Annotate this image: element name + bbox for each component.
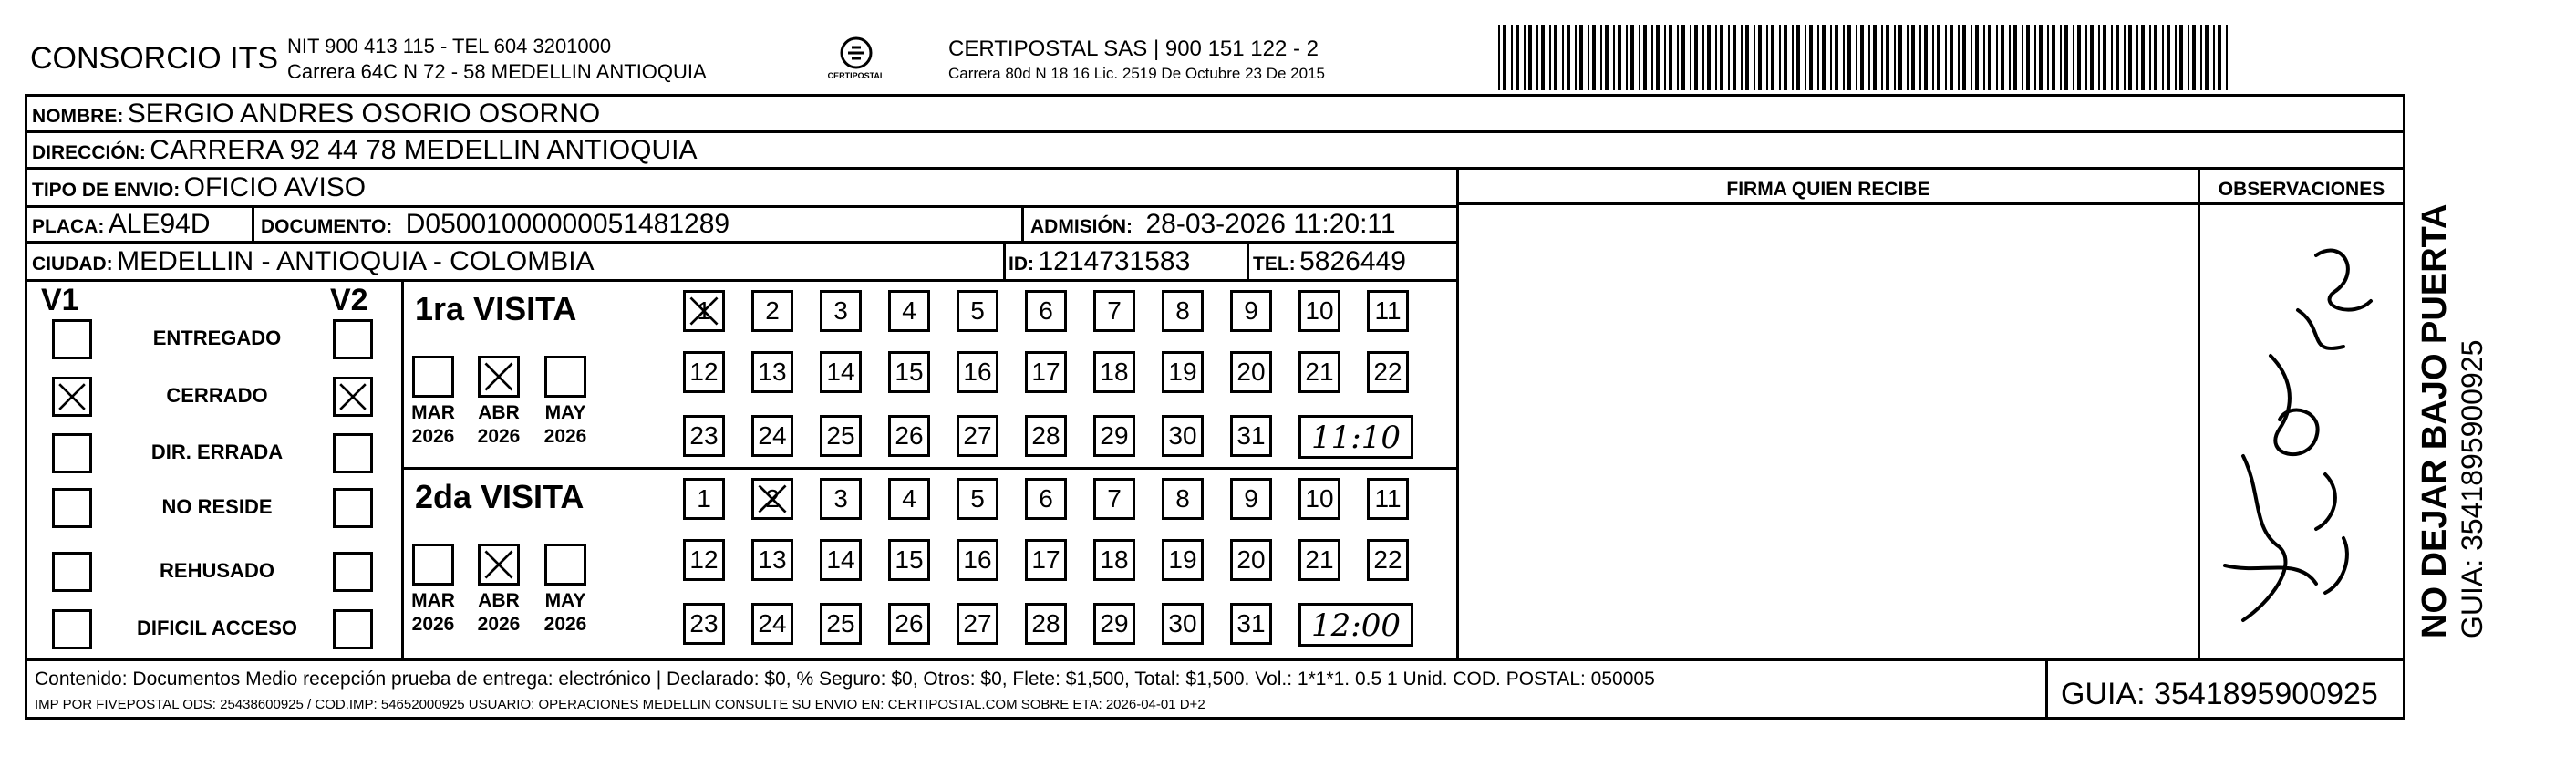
- col-line: [1003, 241, 1006, 281]
- day-checkbox[interactable]: 9: [1230, 478, 1272, 520]
- day-checkbox[interactable]: 26: [888, 603, 930, 645]
- day-checkbox[interactable]: 3: [820, 290, 862, 332]
- direccion-value: CARRERA 92 44 78 MEDELLIN ANTIOQUIA: [150, 135, 698, 165]
- side-no-dejar: NO DEJAR BAJO PUERTA: [2416, 203, 2454, 638]
- reason-label: DIR. ERRADA: [150, 441, 284, 463]
- col-line: [1247, 241, 1249, 281]
- day-checkbox[interactable]: 26: [888, 415, 930, 457]
- day-checkbox[interactable]: 28: [1025, 603, 1067, 645]
- carrier-address: Carrera 80d N 18 16 Lic. 2519 De Octubre 23 De 2015: [948, 65, 1325, 82]
- year-label: 2026: [543, 614, 587, 635]
- day-checkbox[interactable]: 22: [1367, 351, 1409, 393]
- day-checkbox[interactable]: 6: [1025, 478, 1067, 520]
- day-checkbox[interactable]: 25: [820, 603, 862, 645]
- ciudad-value: MEDELLIN - ANTIOQUIA - COLOMBIA: [117, 246, 595, 276]
- day-checkbox[interactable]: 14: [820, 539, 862, 581]
- tel-value: 5826449: [1299, 246, 1406, 276]
- col-line: [1456, 167, 1459, 658]
- day-checkbox[interactable]: 9: [1230, 290, 1272, 332]
- id-label: ID:: [1009, 254, 1034, 275]
- day-checkbox[interactable]: 16: [957, 351, 998, 393]
- logo-text: CERTIPOSTAL: [827, 71, 885, 80]
- tel-row: [1253, 246, 1406, 277]
- documento-value: D05001000000051481289: [405, 209, 730, 239]
- day-checkbox[interactable]: 4: [888, 290, 930, 332]
- day-checkbox[interactable]: 31: [1230, 603, 1272, 645]
- reason-label: NO RESIDE: [161, 495, 273, 518]
- day-checkbox[interactable]: 18: [1093, 539, 1135, 581]
- day-checkbox[interactable]: 28: [1025, 415, 1067, 457]
- v2-checkbox[interactable]: [333, 319, 373, 359]
- day-checkbox[interactable]: 5: [957, 290, 998, 332]
- v2-checkbox[interactable]: [333, 552, 373, 592]
- month-checkbox[interactable]: [412, 544, 454, 586]
- month-checkbox[interactable]: [478, 356, 520, 398]
- footer-guia: GUIA: 3541895900925: [2061, 677, 2378, 711]
- day-checkbox[interactable]: 3: [820, 478, 862, 520]
- id-value: 1214731583: [1038, 246, 1191, 276]
- day-checkbox[interactable]: 10: [1298, 290, 1340, 332]
- day-checkbox[interactable]: 13: [751, 539, 793, 581]
- certipostal-logo: [828, 35, 885, 89]
- day-checkbox[interactable]: 19: [1162, 539, 1204, 581]
- day-checkbox[interactable]: 7: [1093, 290, 1135, 332]
- day-checkbox[interactable]: 15: [888, 351, 930, 393]
- tel-label: TEL:: [1253, 254, 1296, 275]
- company-address: Carrera 64C N 72 - 58 MEDELLIN ANTIOQUIA: [287, 60, 707, 83]
- day-checkbox[interactable]: 30: [1162, 603, 1204, 645]
- row-line: [401, 467, 1456, 470]
- day-checkbox[interactable]: 20: [1230, 351, 1272, 393]
- col-line: [2403, 130, 2405, 720]
- day-checkbox[interactable]: 11: [1367, 478, 1409, 520]
- side-warning: [2415, 91, 2489, 638]
- month-label: ABR: [478, 590, 520, 611]
- month-label: MAR: [411, 590, 455, 611]
- firma-label: FIRMA QUIEN RECIBE: [1726, 179, 1930, 200]
- second-visit-title: 2da VISITA: [415, 478, 585, 515]
- second-time-box: 12:00: [1298, 603, 1413, 647]
- handwritten-observation: [2207, 219, 2398, 648]
- day-checkbox[interactable]: 20: [1230, 539, 1272, 581]
- row-line: [25, 241, 1456, 244]
- day-checkbox[interactable]: 12: [683, 351, 725, 393]
- year-label: 2026: [477, 426, 521, 447]
- ciudad-row: [32, 246, 595, 277]
- v1-checkbox[interactable]: [52, 552, 92, 592]
- month-checkbox[interactable]: [412, 356, 454, 398]
- year-label: 2026: [411, 614, 455, 635]
- day-checkbox[interactable]: 24: [751, 415, 793, 457]
- barcode: [1498, 25, 2228, 90]
- day-checkbox[interactable]: 15: [888, 539, 930, 581]
- admision-row: [1030, 209, 1396, 240]
- day-checkbox[interactable]: 5: [957, 478, 998, 520]
- row-line: [25, 167, 2405, 170]
- day-checkbox[interactable]: 13: [751, 351, 793, 393]
- day-checkbox[interactable]: 22: [1367, 539, 1409, 581]
- month-label: MAY: [544, 402, 586, 423]
- admision-label: ADMISIÓN:: [1030, 216, 1133, 237]
- day-checkbox[interactable]: 29: [1093, 415, 1135, 457]
- day-checkbox[interactable]: 6: [1025, 290, 1067, 332]
- v2-checkbox[interactable]: [333, 609, 373, 649]
- month-checkbox[interactable]: [544, 356, 586, 398]
- v1-checkbox[interactable]: [52, 433, 92, 473]
- reason-label: CERRADO: [166, 384, 268, 407]
- v1-checkbox[interactable]: [52, 488, 92, 528]
- carrier-name: CERTIPOSTAL SAS | 900 151 122 - 2: [948, 36, 1319, 61]
- company-nit: NIT 900 413 115 - TEL 604 3201000: [287, 35, 612, 57]
- documento-label: DOCUMENTO:: [261, 216, 393, 237]
- col-line: [1021, 205, 1024, 243]
- day-checkbox[interactable]: 24: [751, 603, 793, 645]
- day-checkbox[interactable]: 31: [1230, 415, 1272, 457]
- day-checkbox[interactable]: 8: [1162, 290, 1204, 332]
- day-mark: [754, 481, 791, 517]
- v1-checkbox[interactable]: [52, 319, 92, 359]
- day-checkbox[interactable]: 30: [1162, 415, 1204, 457]
- v2-label: V2: [330, 283, 368, 317]
- nombre-row: [32, 99, 600, 130]
- v1-checkbox[interactable]: [52, 609, 92, 649]
- day-checkbox[interactable]: 23: [683, 603, 725, 645]
- v1-checkbox[interactable]: [52, 377, 92, 417]
- first-visit-title: 1ra VISITA: [415, 290, 577, 327]
- year-label: 2026: [477, 614, 521, 635]
- day-checkbox[interactable]: 2: [751, 290, 793, 332]
- tipo-label: TIPO DE ENVIO:: [32, 180, 181, 201]
- id-row: [1009, 246, 1190, 277]
- month-label: MAY: [544, 590, 586, 611]
- tipo-row: [32, 172, 366, 203]
- placa-value: ALE94D: [108, 209, 211, 239]
- tipo-value: OFICIO AVISO: [183, 172, 367, 202]
- day-checkbox[interactable]: 18: [1093, 351, 1135, 393]
- row-line: [25, 658, 2405, 661]
- company-name: CONSORCIO ITS: [30, 41, 279, 76]
- row-line: [1456, 202, 2405, 205]
- day-checkbox[interactable]: 21: [1298, 539, 1340, 581]
- row-line: [25, 205, 1456, 208]
- row-line: [25, 279, 1456, 282]
- day-checkbox[interactable]: 4: [888, 478, 930, 520]
- day-checkbox[interactable]: 10: [1298, 478, 1340, 520]
- v2-checkbox[interactable]: [333, 488, 373, 528]
- year-label: 2026: [543, 426, 587, 447]
- day-checkbox[interactable]: 16: [957, 539, 998, 581]
- side-guia: GUIA: 3541895900925: [2456, 339, 2488, 638]
- day-checkbox[interactable]: 1: [683, 478, 725, 520]
- day-checkbox[interactable]: 1: [683, 290, 725, 332]
- v1-label: V1: [41, 283, 79, 317]
- day-checkbox[interactable]: 11: [1367, 290, 1409, 332]
- signature-area[interactable]: [1462, 208, 2196, 657]
- day-checkbox[interactable]: 7: [1093, 478, 1135, 520]
- month-label: ABR: [478, 402, 520, 423]
- day-checkbox[interactable]: 12: [683, 539, 725, 581]
- day-checkbox[interactable]: 14: [820, 351, 862, 393]
- month-checkbox[interactable]: [544, 544, 586, 586]
- documento-row: [261, 209, 729, 240]
- month-checkbox[interactable]: [478, 544, 520, 586]
- reason-label: ENTREGADO: [152, 327, 282, 349]
- footer-imp: IMP POR FIVEPOSTAL ODS: 25438600925 / COD.IMP: 54652000925 USUARIO: OPERACIONES MEDELLIN CONSULTE SU ENVIO EN: CERTIPOSTAL.COM SOBRE ETA: 2026-04-01 D+2: [35, 697, 1205, 712]
- observaciones-label: OBSERVACIONES: [2218, 179, 2385, 200]
- nombre-value: SERGIO ANDRES OSORIO OSORNO: [127, 99, 601, 129]
- reason-label: DIFICIL ACCESO: [136, 617, 297, 639]
- nombre-label: NOMBRE:: [32, 106, 124, 127]
- year-label: 2026: [411, 426, 455, 447]
- row-line: [25, 130, 2405, 133]
- day-checkbox[interactable]: 29: [1093, 603, 1135, 645]
- day-checkbox[interactable]: 25: [820, 415, 862, 457]
- col-line: [2045, 658, 2048, 720]
- placa-label: PLACA:: [32, 216, 105, 237]
- day-checkbox[interactable]: 19: [1162, 351, 1204, 393]
- admision-value: 28-03-2026 11:20:11: [1145, 209, 1396, 239]
- footer-contenido: Contenido: Documentos Medio recepción prueba de entrega: electrónico | Declarado: $0, % Seguro: $0, Otros: $0, Flete: $1,500, Total: $1,500. Vol.: 1*1*1. 0.5 1 Unid. COD. POSTAL: 050005: [35, 669, 1655, 690]
- month-label: MAR: [411, 402, 455, 423]
- day-checkbox[interactable]: 23: [683, 415, 725, 457]
- direccion-row: [32, 135, 698, 166]
- day-checkbox[interactable]: 21: [1298, 351, 1340, 393]
- col-line: [252, 205, 254, 243]
- v2-checkbox[interactable]: [333, 377, 373, 417]
- day-checkbox[interactable]: 2: [751, 478, 793, 520]
- day-checkbox[interactable]: 27: [957, 415, 998, 457]
- direccion-label: DIRECCIÓN:: [32, 142, 146, 163]
- ciudad-label: CIUDAD:: [32, 254, 113, 275]
- v2-checkbox[interactable]: [333, 433, 373, 473]
- day-mark: [686, 293, 722, 329]
- col-line: [2198, 167, 2200, 658]
- day-checkbox[interactable]: 17: [1025, 351, 1067, 393]
- day-checkbox[interactable]: 8: [1162, 478, 1204, 520]
- day-checkbox[interactable]: 17: [1025, 539, 1067, 581]
- reason-label: REHUSADO: [160, 559, 274, 582]
- day-checkbox[interactable]: 27: [957, 603, 998, 645]
- placa-row: [32, 209, 211, 240]
- first-time-box: 11:10: [1298, 415, 1413, 459]
